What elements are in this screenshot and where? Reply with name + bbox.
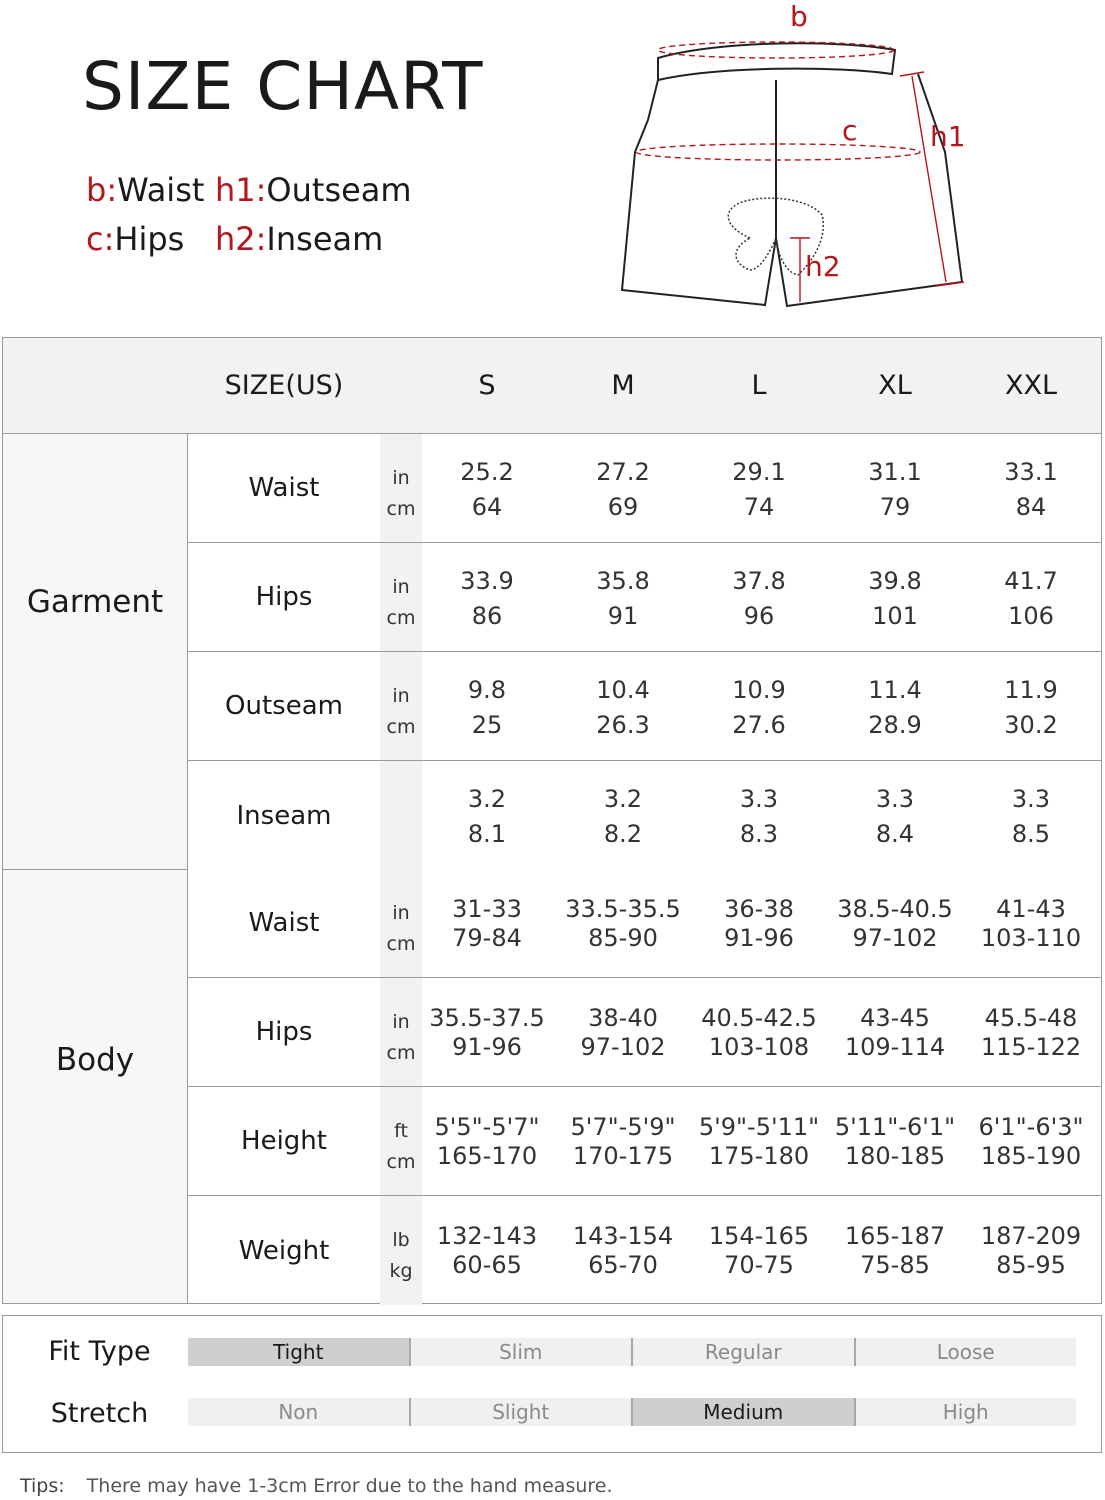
stretch-option-medium: Medium	[633, 1398, 856, 1426]
unit-label: cm	[386, 1042, 416, 1064]
legend-key: b:	[86, 171, 118, 209]
stretch-label: Stretch	[50, 1398, 149, 1429]
row-label: Inseam	[236, 800, 332, 831]
fit-table	[2, 1315, 1102, 1453]
unit-cell	[380, 761, 422, 870]
cell-value: 45.5-48	[984, 1004, 1078, 1032]
cell-value: 31-33	[452, 895, 522, 923]
size-header-l: L	[751, 370, 767, 401]
cell-value: 39.8	[868, 567, 922, 595]
unit-cell	[380, 434, 422, 542]
page-title: SIZE CHART	[82, 48, 484, 125]
cell-value: 10.4	[596, 676, 650, 704]
cell-value: 5'11"-6'1"	[834, 1113, 956, 1141]
cell-value: 60-65	[452, 1251, 522, 1279]
stretch-option-slight: Slight	[411, 1398, 634, 1426]
unit-cell	[380, 652, 422, 760]
cell-value: 103-108	[708, 1033, 810, 1061]
cell-value: 28.9	[868, 711, 922, 739]
cell-value: 69	[607, 493, 639, 521]
cell-value: 170-175	[572, 1142, 674, 1170]
cell-value: 41.7	[1004, 567, 1058, 595]
cell-value: 3.3	[1011, 785, 1051, 813]
cell-value: 185-190	[980, 1142, 1082, 1170]
cell-value: 36-38	[724, 895, 794, 923]
legend-outseam	[215, 171, 412, 209]
table-row	[188, 543, 1101, 652]
cell-value: 38-40	[588, 1004, 658, 1032]
cell-value: 79-84	[452, 924, 522, 952]
cell-value: 65-70	[588, 1251, 658, 1279]
cell-value: 33.5-35.5	[565, 895, 681, 923]
cell-value: 5'9"-5'11"	[698, 1113, 820, 1141]
cell-value: 37.8	[732, 567, 786, 595]
cell-value: 91	[607, 602, 639, 630]
cell-value: 11.4	[868, 676, 922, 704]
cell-value: 9.8	[467, 676, 507, 704]
unit-cell	[380, 978, 422, 1086]
unit-label: in	[392, 685, 410, 707]
cell-value: 79	[879, 493, 911, 521]
cell-value: 64	[471, 493, 503, 521]
cell-value: 38.5-40.5	[837, 895, 953, 923]
cell-value: 26.3	[596, 711, 650, 739]
fit-type-scale	[188, 1338, 1076, 1366]
unit-label: ft	[394, 1120, 408, 1142]
unit-label: in	[392, 467, 410, 489]
cell-value: 6'1"-6'3"	[978, 1113, 1084, 1141]
fit-type-label: Fit Type	[48, 1336, 151, 1367]
cell-value: 3.2	[467, 785, 507, 813]
stretch-option-non: Non	[188, 1398, 411, 1426]
cell-value: 103-110	[980, 924, 1082, 952]
unit-label: cm	[386, 716, 416, 738]
diagram-c-label: c	[842, 114, 858, 147]
cell-value: 3.3	[739, 785, 779, 813]
cell-value: 91-96	[724, 924, 794, 952]
cell-value: 8.5	[1011, 820, 1051, 848]
unit-label: cm	[386, 1151, 416, 1173]
measure-lines-icon	[636, 42, 964, 302]
legend-label: Inseam	[266, 220, 384, 258]
cell-value: 3.2	[603, 785, 643, 813]
cell-value: 5'7"-5'9"	[570, 1113, 676, 1141]
legend-inseam	[215, 220, 384, 258]
cell-value: 35.8	[596, 567, 650, 595]
cell-value: 10.9	[732, 676, 786, 704]
cell-value: 97-102	[852, 924, 938, 952]
table-row	[188, 652, 1101, 761]
table-row	[188, 1087, 1101, 1196]
cell-value: 25.2	[460, 458, 514, 486]
cell-value: 165-170	[436, 1142, 538, 1170]
group-body	[3, 870, 188, 1303]
unit-label: in	[392, 576, 410, 598]
fit_type-option-tight: Tight	[188, 1338, 411, 1366]
cell-value: 25	[471, 711, 503, 739]
unit-cell	[380, 543, 422, 651]
cell-value: 85-90	[588, 924, 658, 952]
table-row	[188, 761, 1101, 870]
size-header-m: M	[611, 370, 635, 401]
shorts-diagram	[600, 0, 1000, 320]
tips-text: There may have 1-3cm Error due to the hand measure.	[86, 1475, 613, 1497]
shorts-outline-icon	[622, 43, 962, 306]
unit-cell	[380, 1087, 422, 1195]
size-table-header	[3, 338, 1101, 434]
legend-key: h1:	[215, 171, 267, 209]
fit_type-option-regular: Regular	[633, 1338, 856, 1366]
cell-value: 8.2	[603, 820, 643, 848]
cell-value: 75-85	[860, 1251, 930, 1279]
size-header-xl: XL	[878, 370, 912, 401]
cell-value: 31.1	[868, 458, 922, 486]
cell-value: 30.2	[1004, 711, 1058, 739]
stretch-option-high: High	[856, 1398, 1077, 1426]
unit-cell	[380, 869, 422, 977]
unit-cell	[380, 1196, 422, 1305]
cell-value: 74	[743, 493, 775, 521]
diagram-h2-label: h2	[805, 250, 841, 283]
size-header-s: S	[478, 370, 496, 401]
cell-value: 187-209	[980, 1222, 1082, 1250]
legend-key: c:	[86, 220, 115, 258]
unit-label: in	[392, 1011, 410, 1033]
fit_type-option-loose: Loose	[856, 1338, 1077, 1366]
row-label: Outseam	[225, 691, 343, 721]
group-garment	[3, 434, 188, 870]
legend-label: Waist	[117, 171, 205, 209]
row-label: Hips	[255, 582, 313, 612]
cell-value: 5'5"-5'7"	[434, 1113, 540, 1141]
cell-value: 27.6	[732, 711, 786, 739]
cell-value: 132-143	[436, 1222, 538, 1250]
tips-label: Tips:	[20, 1475, 65, 1497]
table-row	[188, 1196, 1101, 1305]
cell-value: 8.1	[467, 820, 507, 848]
size-us-label: SIZE(US)	[224, 370, 344, 401]
cell-value: 85-95	[996, 1251, 1066, 1279]
legend-hips	[86, 220, 185, 258]
cell-value: 40.5-42.5	[701, 1004, 817, 1032]
legend-waist	[86, 171, 205, 209]
cell-value: 3.3	[875, 785, 915, 813]
table-row	[188, 978, 1101, 1087]
unit-label: in	[392, 902, 410, 924]
cell-value: 84	[1015, 493, 1047, 521]
cell-value: 8.3	[739, 820, 779, 848]
legend-label: Hips	[114, 220, 185, 258]
cell-value: 106	[1008, 602, 1054, 630]
unit-label: lb	[392, 1229, 410, 1251]
cell-value: 35.5-37.5	[429, 1004, 545, 1032]
size-header-xxl: XXL	[1004, 370, 1058, 401]
cell-value: 8.4	[875, 820, 915, 848]
cell-value: 91-96	[452, 1033, 522, 1061]
cell-value: 109-114	[844, 1033, 946, 1061]
table-row	[188, 869, 1101, 978]
cell-value: 143-154	[572, 1222, 674, 1250]
cell-value: 41-43	[996, 895, 1066, 923]
cell-value: 11.9	[1004, 676, 1058, 704]
cell-value: 29.1	[732, 458, 786, 486]
diagram-h1-label: h1	[930, 120, 966, 153]
size-table	[2, 337, 1102, 1304]
row-label: Height	[241, 1126, 327, 1156]
unit-label: cm	[386, 607, 416, 629]
table-row	[188, 434, 1101, 543]
cell-value: 43-45	[860, 1004, 930, 1032]
group-label: Body	[55, 1042, 135, 1078]
cell-value: 33.1	[1004, 458, 1058, 486]
cell-value: 86	[471, 602, 503, 630]
row-label: Hips	[255, 1017, 313, 1047]
row-label: Weight	[238, 1235, 330, 1266]
legend-label: Outseam	[266, 171, 412, 209]
cell-value: 70-75	[724, 1251, 794, 1279]
unit-label: cm	[386, 498, 416, 520]
diagram-b-label: b	[790, 0, 808, 33]
cell-value: 27.2	[596, 458, 650, 486]
cell-value: 115-122	[980, 1033, 1082, 1061]
cell-value: 97-102	[580, 1033, 666, 1061]
group-label: Garment	[26, 584, 164, 620]
unit-label: cm	[386, 933, 416, 955]
stretch-scale	[188, 1398, 1076, 1426]
cell-value: 165-187	[844, 1222, 946, 1250]
cell-value: 96	[743, 602, 775, 630]
cell-value: 175-180	[708, 1142, 810, 1170]
cell-value: 33.9	[460, 567, 514, 595]
legend-key: h2:	[215, 220, 267, 258]
unit-label: kg	[389, 1260, 413, 1282]
row-label: Waist	[248, 473, 320, 503]
cell-value: 154-165	[708, 1222, 810, 1250]
cell-value: 101	[872, 602, 918, 630]
cell-value: 180-185	[844, 1142, 946, 1170]
fit_type-option-slim: Slim	[411, 1338, 634, 1366]
tips	[20, 1475, 613, 1497]
row-label: Waist	[248, 908, 320, 938]
